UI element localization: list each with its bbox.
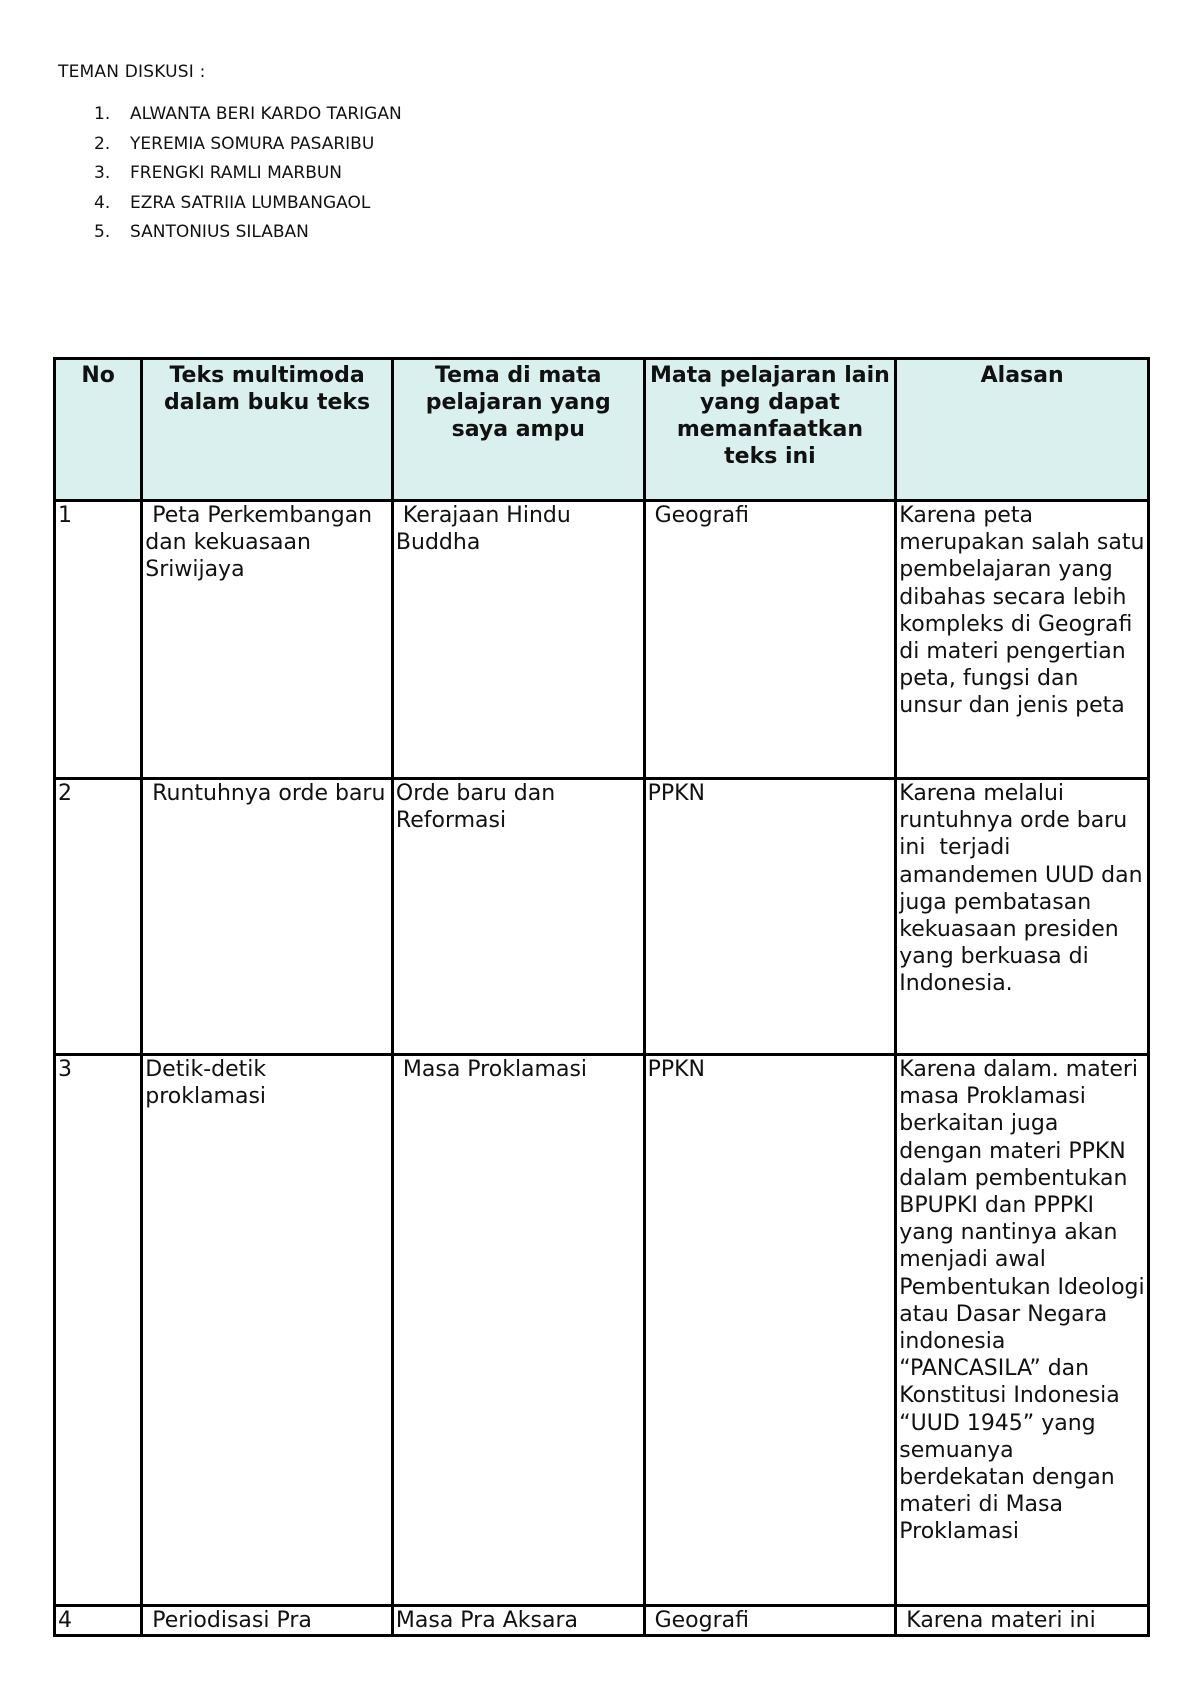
member-name: EZRA SATRIIA LUMBANGAOL (130, 192, 371, 213)
list-item (94, 134, 402, 164)
member-name: ALWANTA BERI KARDO TARIGAN (130, 104, 402, 124)
member-name: YEREMIA SOMURA PASARIBU (130, 133, 375, 154)
list-item (94, 193, 402, 223)
cell-mapel: PPKN (644, 1055, 896, 1606)
cell-alasan: Karena dalam. materi masa Proklamasi berkaitan juga dengan materi PPKN dalam pembentukan BPUPKI dan PPPKI yang nantinya akan menjadi awal Pembentukan Ideologi atau Dasar Negara indonesia “PANCASILA” dan Konstitusi Indonesia “UUD 1945” yang semuanya berdekatan dengan materi di Masa Proklamasi (896, 1055, 1149, 1606)
table-row (55, 1606, 1149, 1636)
list-item (94, 104, 402, 134)
table-row (55, 501, 1149, 779)
header-tema: Tema di mata pelajaran yang saya ampu (392, 359, 644, 501)
member-number: 5. (94, 222, 111, 242)
member-number: 1. (94, 104, 111, 124)
member-number: 3. (94, 163, 111, 183)
cell-tema: Orde baru dan Reformasi (392, 779, 644, 1055)
header-alasan: Alasan (896, 359, 1149, 501)
cell-teks: Detik-detik proklamasi (142, 1055, 393, 1606)
list-item (94, 222, 402, 252)
header-mapel: Mata pelajaran lain yang dapat memanfaatkan teks ini (644, 359, 896, 501)
cell-teks: Runtuhnya orde baru (142, 779, 393, 1055)
cell-mapel: Geografi (644, 501, 896, 779)
cell-no: 4 (55, 1606, 142, 1636)
analysis-table (53, 357, 1150, 1637)
cell-teks: Periodisasi Pra (142, 1606, 393, 1636)
list-item (94, 163, 402, 193)
cell-teks: Peta Perkembangan dan kekuasaan Sriwijaya (142, 501, 393, 779)
header-teks: Teks multimoda dalam buku teks (142, 359, 393, 501)
cell-tema: Kerajaan Hindu Buddha (392, 501, 644, 779)
cell-mapel: Geografi (644, 1606, 896, 1636)
cell-tema: Masa Pra Aksara (392, 1606, 644, 1636)
cell-alasan: Karena materi ini (896, 1606, 1149, 1636)
member-list (94, 104, 402, 252)
table-row (55, 1055, 1149, 1606)
header-no: No (55, 359, 142, 501)
member-name: SANTONIUS SILABAN (130, 222, 309, 242)
cell-no: 3 (55, 1055, 142, 1606)
cell-tema: Masa Proklamasi (392, 1055, 644, 1606)
discussion-heading: TEMAN DISKUSI : (58, 62, 206, 82)
cell-no: 2 (55, 779, 142, 1055)
cell-no: 1 (55, 501, 142, 779)
member-number: 4. (94, 192, 111, 213)
cell-alasan: Karena peta merupakan salah satu pembelajaran yang dibahas secara lebih kompleks di Geografi di materi pengertian peta, fungsi dan unsur dan jenis peta (896, 501, 1149, 779)
cell-alasan: Karena melalui runtuhnya orde baru ini terjadi amandemen UUD dan juga pembatasan kekuasaan presiden yang berkuasa di Indonesia. (896, 779, 1149, 1055)
cell-mapel: PPKN (644, 779, 896, 1055)
member-name: FRENGKI RAMLI MARBUN (130, 163, 343, 183)
member-number: 2. (94, 133, 111, 154)
table-row (55, 779, 1149, 1055)
table-header-row (55, 359, 1149, 501)
